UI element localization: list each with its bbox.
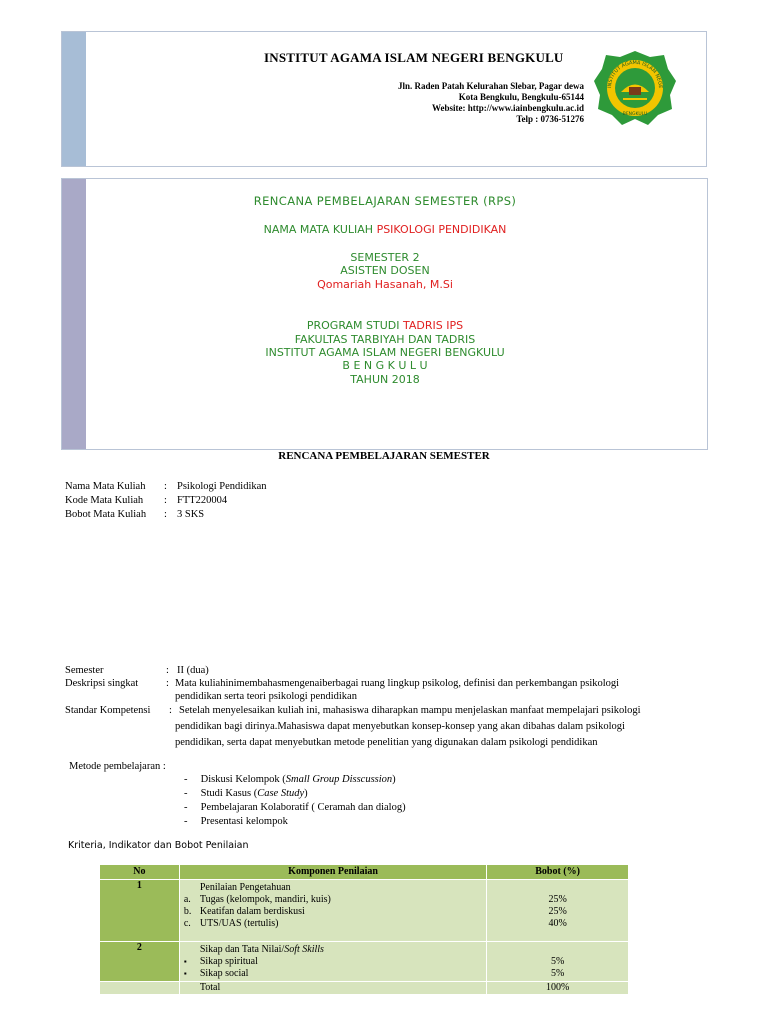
info-colon-1: : xyxy=(164,481,167,492)
institution-name: INSTITUT AGAMA ISLAM NEGERI BENGKULU xyxy=(264,50,564,65)
cover-faculty: FAKULTAS TARBIYAH DAN TADRIS xyxy=(294,333,476,346)
row1-weight-a: 25% xyxy=(548,894,567,905)
doc-title: RENCANA PEMBELAJARAN SEMESTER xyxy=(278,450,490,462)
sk-value-1: Setelah menyelesaikan kuliah ini, mahasiswa diharapkan mampu menjelaskan manfaat mempelajari psikologi xyxy=(179,705,641,716)
cover-course xyxy=(62,223,708,236)
method-item-3: - Pembelajaran Kolaboratif ( Ceramah dan dialog) xyxy=(184,802,406,813)
grading-total-row xyxy=(100,982,629,995)
cover-box xyxy=(61,178,708,450)
course-prefix: NAMA MATA KULIAH xyxy=(263,223,377,236)
sk-colon: : xyxy=(169,705,172,716)
row1-no: 1 xyxy=(100,880,180,942)
semester-label: Semester xyxy=(65,665,104,676)
row1-component xyxy=(179,880,486,942)
cover-year: TAHUN 2018 xyxy=(350,373,420,386)
row2-weight-1: 5% xyxy=(550,956,565,967)
info-label-2: Kode Mata Kuliah xyxy=(65,495,144,506)
row1-weight-c: 40% xyxy=(548,918,567,929)
row2-component xyxy=(179,942,486,982)
info-value-2: FTT220004 xyxy=(177,495,228,506)
method-item-4: - Presentasi kelompok xyxy=(184,816,288,827)
method-item-2: - Studi Kasus (Case Study) xyxy=(184,788,308,799)
cover-semester: SEMESTER 2 xyxy=(350,251,420,264)
method-item-1: - Diskusi Kelompok (Small Group Disscussion) xyxy=(184,774,396,785)
address-line-1: Jln. Raden Patah Kelurahan Slebar, Pagar dewa xyxy=(397,81,584,91)
grading-header-row xyxy=(100,865,629,880)
program-name: TADRIS IPS xyxy=(403,319,464,332)
sk-value-2: pendidikan bagi dirinya.Mahasiswa dapat menyebutkan konsep-konsep yang akan dibahas dalam psikologi xyxy=(175,721,625,732)
logo-bottom-text: BENGKULU xyxy=(622,112,648,117)
header-weight: Bobot (%) xyxy=(487,865,629,880)
cover-assistant-label: ASISTEN DOSEN xyxy=(340,264,430,277)
address-line-3: Website: http://www.iainbengkulu.ac.id xyxy=(431,103,584,113)
semester-colon: : xyxy=(166,665,169,676)
desc-label: Deskripsi singkat xyxy=(65,678,139,689)
program-prefix: PROGRAM STUDI xyxy=(306,319,404,332)
semester-value: II (dua) xyxy=(177,665,209,676)
row1-item-b: b. Keatifan dalam berdiskusi xyxy=(183,906,305,917)
row1-weight-b: 25% xyxy=(548,906,567,917)
course-name: PSIKOLOGI PENDIDIKAN xyxy=(376,223,507,236)
row1-item-a: a. Tugas (kelompok, mandiri, kuis) xyxy=(183,894,331,905)
sk-label: Standar Kompetensi xyxy=(65,705,151,716)
info-colon-2: : xyxy=(164,495,167,506)
info-label-3: Bobot Mata Kuliah xyxy=(65,509,147,520)
logo-emblem-icon xyxy=(592,49,678,127)
desc-value-1: Mata kuliahinimembahasmengenaiberbagai ruang lingkup psikolog, definisi dan perkembangan psikologi xyxy=(175,678,620,689)
total-value: 100% xyxy=(487,982,629,995)
address-line-2: Kota Bengkulu, Bengkulu-65144 xyxy=(458,92,584,102)
row2-weights xyxy=(487,942,629,982)
cover-assistant-name: Qomariah Hasanah, M.Si xyxy=(317,278,453,291)
info-colon-3: : xyxy=(164,509,167,520)
row1-item-c: c. UTS/UAS (tertulis) xyxy=(183,918,279,929)
row2-no: 2 xyxy=(100,942,180,982)
logo-text: INSTITUT AGAMA ISLAM NEGE xyxy=(606,59,664,89)
row2-title: Sikap dan Tata Nilai/Soft Skills xyxy=(199,944,324,955)
info-label-1: Nama Mata Kuliah xyxy=(65,481,146,492)
info-value-1: Psikologi Pendidikan xyxy=(177,481,267,492)
letterhead-strip xyxy=(62,32,86,166)
table-row xyxy=(100,880,629,942)
grading-table xyxy=(99,864,629,995)
total-empty xyxy=(100,982,180,995)
total-label: Total xyxy=(179,982,486,995)
header-component: Komponen Penilaian xyxy=(179,865,486,880)
institution-logo xyxy=(592,49,678,127)
row2-item-2: ▪ Sikap social xyxy=(183,968,249,979)
cover-city: B E N G K U L U xyxy=(342,359,428,372)
row1-title: Penilaian Pengetahuan xyxy=(199,882,291,893)
row2-item-1: ▪ Sikap spiritual xyxy=(183,956,258,967)
cover-institute: INSTITUT AGAMA ISLAM NEGERI BENGKULU xyxy=(265,346,505,359)
header-no: No xyxy=(100,865,180,880)
info-value-3: 3 SKS xyxy=(177,509,205,520)
cover-title: RENCANA PEMBELAJARAN SEMESTER (RPS) xyxy=(253,194,517,208)
criteria-label: Kriteria, Indikator dan Bobot Penilaian xyxy=(68,840,249,851)
row1-weights xyxy=(487,880,629,942)
methods-label: Metode pembelajaran : xyxy=(69,761,166,772)
cover-strip xyxy=(62,179,86,449)
address-line-4: Telp : 0736-51276 xyxy=(516,114,584,124)
row2-weight-2: 5% xyxy=(550,968,565,979)
cover-program xyxy=(62,319,708,332)
desc-colon: : xyxy=(166,678,169,689)
table-row xyxy=(100,942,629,982)
desc-value-2: pendidikan serta teori psikologi pendidikan xyxy=(175,691,357,702)
sk-value-3: pendidikan, serta dapat menyebutkan metode penelitian yang digunakan dalam psikologi pendidikan xyxy=(175,737,598,748)
